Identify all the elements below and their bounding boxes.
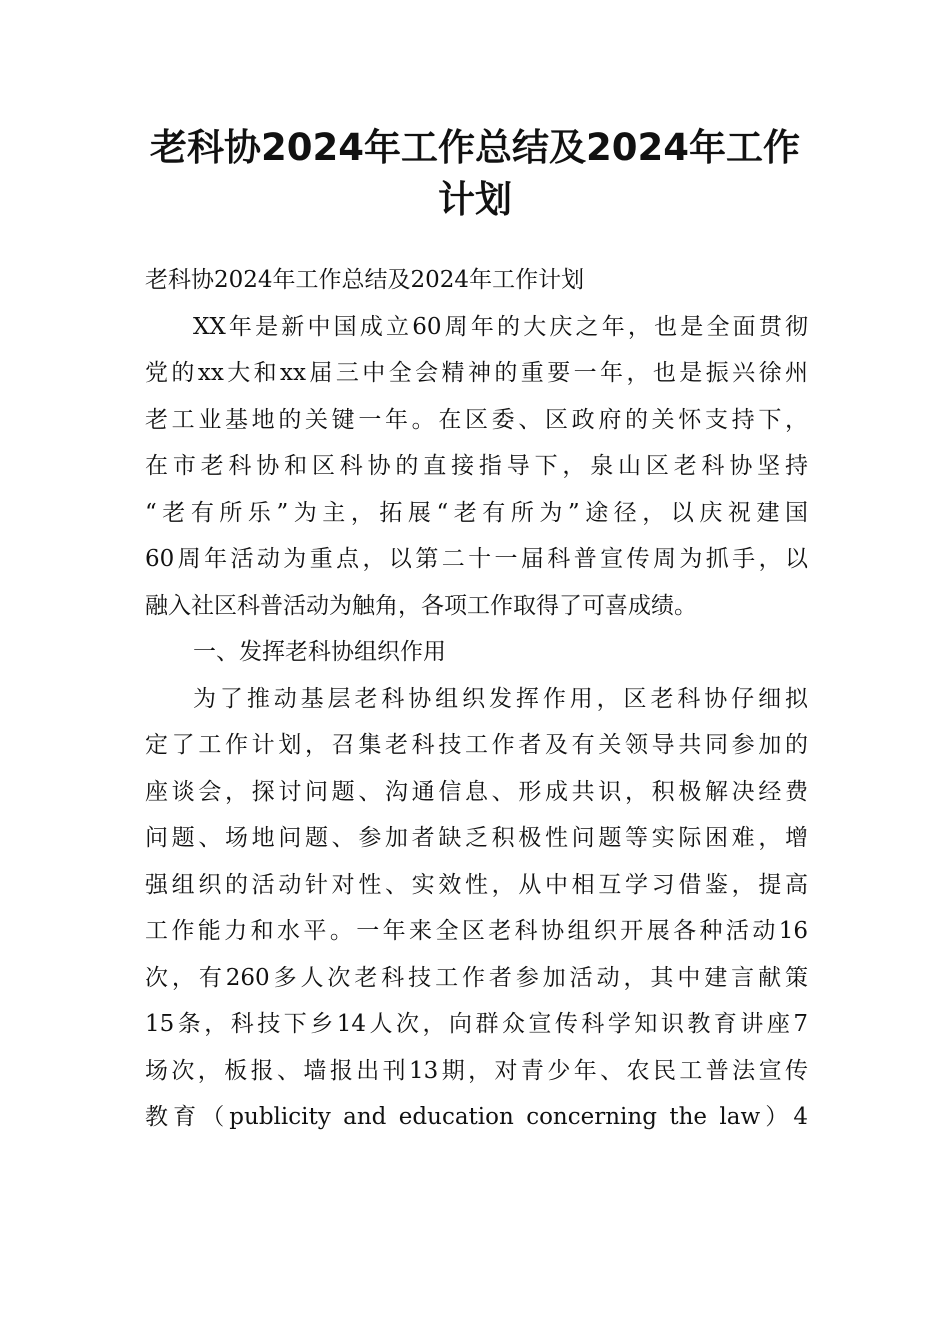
section-heading: 一、发挥老科协组织作用 xyxy=(193,639,446,665)
paragraph-line: XX年是新中国成立60周年的大庆之年，也是全面贯彻 xyxy=(193,313,808,340)
paragraph-line: 融入社区科普活动为触角，各项工作取得了可喜成绩。 xyxy=(145,592,697,619)
paragraph-line: 为了推动基层老科协组织发挥作用，区老科协仔细拟 xyxy=(193,685,808,712)
document-body xyxy=(145,257,808,1141)
paragraph-line: 工作能力和水平。一年来全区老科协组织开展各种活动16 xyxy=(145,918,808,944)
title-line-2: 计划 xyxy=(438,178,512,221)
paragraph-line: 强组织的活动针对性、实效性，从中相互学习借鉴，提高 xyxy=(145,871,808,898)
paragraph-line: 在市老科协和区科协的直接指导下，泉山区老科协坚持 xyxy=(145,453,808,479)
paragraph-line: 15条，科技下乡14人次，向群众宣传科学知识教育讲座7 xyxy=(145,1011,808,1037)
paragraph-line: 定了工作计划，召集老科技工作者及有关领导共同参加的 xyxy=(145,732,808,758)
paragraph-line: “老有所乐”为主，拓展“老有所为”途径，以庆祝建国 xyxy=(145,499,808,526)
paragraph-line: 党的xx大和xx届三中全会精神的重要一年，也是振兴徐州 xyxy=(145,360,808,386)
paragraph-line: 老工业基地的关键一年。在区委、区政府的关怀支持下， xyxy=(145,406,808,433)
subtitle-line: 老科协2024年工作总结及2024年工作计划 xyxy=(145,267,585,293)
paragraph-line: 次，有260多人次老科技工作者参加活动，其中建言献策 xyxy=(145,964,808,991)
title-line-1: 老科协2024年工作总结及2024年工作 xyxy=(150,126,800,169)
paragraph-line: 教育（publicity and education concerning the law）4 xyxy=(145,1104,808,1130)
document-title xyxy=(120,122,830,226)
paragraph-line: 60周年活动为重点，以第二十一届科普宣传周为抓手，以 xyxy=(145,546,808,572)
paragraph-line: 场次，板报、墙报出刊13期，对青少年、农民工普法宣传 xyxy=(145,1057,808,1084)
paragraph-line: 问题、场地问题、参加者缺乏积极性问题等实际困难，增 xyxy=(145,825,808,851)
paragraph-line: 座谈会，探讨问题、沟通信息、形成共识，积极解决经费 xyxy=(145,778,808,805)
